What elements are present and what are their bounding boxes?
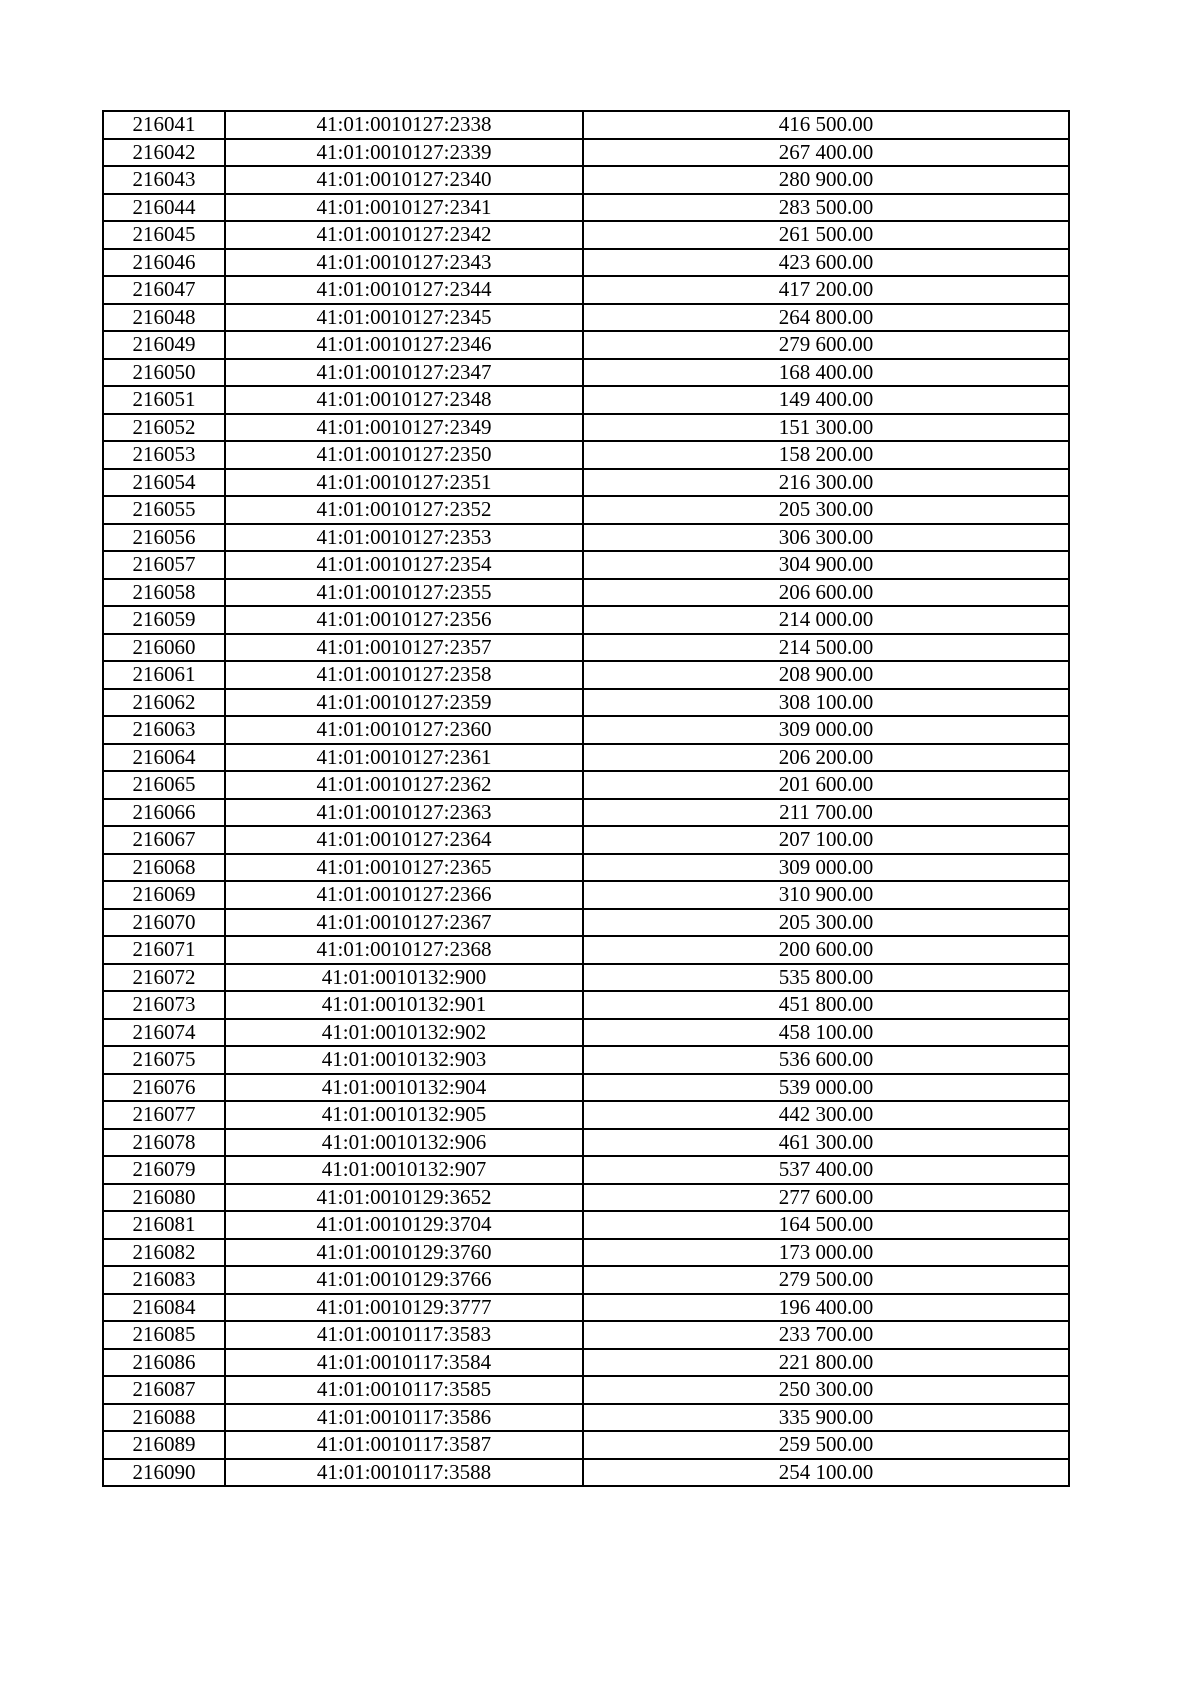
- cadastral-number-cell: 41:01:0010127:2359: [225, 689, 583, 717]
- table-row: [103, 194, 1069, 222]
- row-number-cell: 216086: [103, 1349, 225, 1377]
- table-row: [103, 881, 1069, 909]
- table-row: [103, 1156, 1069, 1184]
- cadastral-number-cell: 41:01:0010129:3760: [225, 1239, 583, 1267]
- cadastral-number-cell: 41:01:0010132:902: [225, 1019, 583, 1047]
- cadastral-value-cell: 280 900.00: [583, 166, 1069, 194]
- row-number-cell: 216056: [103, 524, 225, 552]
- table-row: [103, 1459, 1069, 1487]
- cadastral-number-cell: 41:01:0010129:3777: [225, 1294, 583, 1322]
- cadastral-value-cell: 207 100.00: [583, 826, 1069, 854]
- cadastral-number-cell: 41:01:0010127:2346: [225, 331, 583, 359]
- cadastral-value-cell: 267 400.00: [583, 139, 1069, 167]
- row-number-cell: 216080: [103, 1184, 225, 1212]
- row-number-cell: 216077: [103, 1101, 225, 1129]
- cadastral-value-cell: 211 700.00: [583, 799, 1069, 827]
- row-number-cell: 216063: [103, 716, 225, 744]
- table-row: [103, 1431, 1069, 1459]
- cadastral-value-cell: 309 000.00: [583, 854, 1069, 882]
- table-row: [103, 441, 1069, 469]
- cadastral-value-cell: 173 000.00: [583, 1239, 1069, 1267]
- row-number-cell: 216065: [103, 771, 225, 799]
- table-row: [103, 111, 1069, 139]
- cadastral-value-cell: 250 300.00: [583, 1376, 1069, 1404]
- row-number-cell: 216083: [103, 1266, 225, 1294]
- row-number-cell: 216081: [103, 1211, 225, 1239]
- cadastral-value-cell: 168 400.00: [583, 359, 1069, 387]
- table-row: [103, 359, 1069, 387]
- row-number-cell: 216044: [103, 194, 225, 222]
- cadastral-number-cell: 41:01:0010117:3587: [225, 1431, 583, 1459]
- cadastral-number-cell: 41:01:0010127:2338: [225, 111, 583, 139]
- row-number-cell: 216054: [103, 469, 225, 497]
- table-row: [103, 744, 1069, 772]
- cadastral-value-cell: 310 900.00: [583, 881, 1069, 909]
- cadastral-value-cell: 259 500.00: [583, 1431, 1069, 1459]
- cadastral-number-cell: 41:01:0010127:2358: [225, 661, 583, 689]
- cadastral-value-cell: 461 300.00: [583, 1129, 1069, 1157]
- table-row: [103, 771, 1069, 799]
- cadastral-number-cell: 41:01:0010127:2357: [225, 634, 583, 662]
- cadastral-number-cell: 41:01:0010127:2349: [225, 414, 583, 442]
- row-number-cell: 216046: [103, 249, 225, 277]
- cadastral-value-cell: 536 600.00: [583, 1046, 1069, 1074]
- table-row: [103, 1266, 1069, 1294]
- row-number-cell: 216071: [103, 936, 225, 964]
- cadastral-number-cell: 41:01:0010129:3652: [225, 1184, 583, 1212]
- table-row: [103, 1211, 1069, 1239]
- row-number-cell: 216045: [103, 221, 225, 249]
- cadastral-number-cell: 41:01:0010127:2363: [225, 799, 583, 827]
- cadastral-number-cell: 41:01:0010132:903: [225, 1046, 583, 1074]
- cadastral-number-cell: 41:01:0010127:2343: [225, 249, 583, 277]
- cadastral-number-cell: 41:01:0010127:2348: [225, 386, 583, 414]
- row-number-cell: 216052: [103, 414, 225, 442]
- cadastral-number-cell: 41:01:0010127:2342: [225, 221, 583, 249]
- cadastral-value-cell: 216 300.00: [583, 469, 1069, 497]
- cadastral-value-cell: 423 600.00: [583, 249, 1069, 277]
- cadastral-value-cell: 151 300.00: [583, 414, 1069, 442]
- table-row: [103, 1294, 1069, 1322]
- cadastral-value-cell: 277 600.00: [583, 1184, 1069, 1212]
- table-row: [103, 689, 1069, 717]
- table-row: [103, 1376, 1069, 1404]
- cadastral-number-cell: 41:01:0010127:2347: [225, 359, 583, 387]
- row-number-cell: 216085: [103, 1321, 225, 1349]
- row-number-cell: 216084: [103, 1294, 225, 1322]
- table-row: [103, 1184, 1069, 1212]
- cadastral-number-cell: 41:01:0010127:2366: [225, 881, 583, 909]
- row-number-cell: 216070: [103, 909, 225, 937]
- cadastral-number-cell: 41:01:0010132:904: [225, 1074, 583, 1102]
- row-number-cell: 216043: [103, 166, 225, 194]
- cadastral-value-cell: 261 500.00: [583, 221, 1069, 249]
- row-number-cell: 216064: [103, 744, 225, 772]
- row-number-cell: 216075: [103, 1046, 225, 1074]
- row-number-cell: 216048: [103, 304, 225, 332]
- table-row: [103, 166, 1069, 194]
- table-row: [103, 1101, 1069, 1129]
- row-number-cell: 216053: [103, 441, 225, 469]
- cadastral-number-cell: 41:01:0010127:2362: [225, 771, 583, 799]
- cadastral-number-cell: 41:01:0010132:906: [225, 1129, 583, 1157]
- table-row: [103, 139, 1069, 167]
- cadastral-value-cell: 205 300.00: [583, 496, 1069, 524]
- table-row: [103, 854, 1069, 882]
- table-row: [103, 606, 1069, 634]
- cadastral-value-cell: 335 900.00: [583, 1404, 1069, 1432]
- row-number-cell: 216058: [103, 579, 225, 607]
- table-row: [103, 909, 1069, 937]
- row-number-cell: 216041: [103, 111, 225, 139]
- row-number-cell: 216050: [103, 359, 225, 387]
- table-row: [103, 496, 1069, 524]
- cadastral-value-cell: 458 100.00: [583, 1019, 1069, 1047]
- row-number-cell: 216078: [103, 1129, 225, 1157]
- cadastral-number-cell: 41:01:0010129:3704: [225, 1211, 583, 1239]
- cadastral-value-cell: 214 500.00: [583, 634, 1069, 662]
- row-number-cell: 216072: [103, 964, 225, 992]
- row-number-cell: 216087: [103, 1376, 225, 1404]
- cadastral-value-cell: 451 800.00: [583, 991, 1069, 1019]
- row-number-cell: 216066: [103, 799, 225, 827]
- cadastral-value-cell: 279 600.00: [583, 331, 1069, 359]
- cadastral-number-cell: 41:01:0010132:901: [225, 991, 583, 1019]
- cadastral-value-cell: 417 200.00: [583, 276, 1069, 304]
- cadastral-number-cell: 41:01:0010127:2339: [225, 139, 583, 167]
- table-row: [103, 1129, 1069, 1157]
- cadastral-number-cell: 41:01:0010127:2344: [225, 276, 583, 304]
- cadastral-number-cell: 41:01:0010127:2341: [225, 194, 583, 222]
- cadastral-number-cell: 41:01:0010127:2360: [225, 716, 583, 744]
- table-row: [103, 634, 1069, 662]
- cadastral-value-cell: 158 200.00: [583, 441, 1069, 469]
- cadastral-number-cell: 41:01:0010127:2367: [225, 909, 583, 937]
- row-number-cell: 216042: [103, 139, 225, 167]
- cadastral-value-cell: 164 500.00: [583, 1211, 1069, 1239]
- cadastral-value-cell: 208 900.00: [583, 661, 1069, 689]
- cadastral-number-cell: 41:01:0010127:2356: [225, 606, 583, 634]
- table-row: [103, 414, 1069, 442]
- cadastral-value-cell: 221 800.00: [583, 1349, 1069, 1377]
- cadastral-value-cell: 309 000.00: [583, 716, 1069, 744]
- cadastral-number-cell: 41:01:0010127:2354: [225, 551, 583, 579]
- table-row: [103, 964, 1069, 992]
- row-number-cell: 216069: [103, 881, 225, 909]
- row-number-cell: 216079: [103, 1156, 225, 1184]
- table-row: [103, 276, 1069, 304]
- row-number-cell: 216068: [103, 854, 225, 882]
- table-row: [103, 826, 1069, 854]
- table-row: [103, 1349, 1069, 1377]
- table-row: [103, 386, 1069, 414]
- cadastral-number-cell: 41:01:0010129:3766: [225, 1266, 583, 1294]
- row-number-cell: 216082: [103, 1239, 225, 1267]
- table-row: [103, 936, 1069, 964]
- row-number-cell: 216089: [103, 1431, 225, 1459]
- cadastral-number-cell: 41:01:0010127:2364: [225, 826, 583, 854]
- table-row: [103, 1321, 1069, 1349]
- cadastral-value-cell: 196 400.00: [583, 1294, 1069, 1322]
- cadastral-number-cell: 41:01:0010132:905: [225, 1101, 583, 1129]
- cadastral-number-cell: 41:01:0010127:2350: [225, 441, 583, 469]
- cadastral-number-cell: 41:01:0010117:3584: [225, 1349, 583, 1377]
- cadastral-value-cell: 442 300.00: [583, 1101, 1069, 1129]
- row-number-cell: 216074: [103, 1019, 225, 1047]
- table-row: [103, 304, 1069, 332]
- cadastral-number-cell: 41:01:0010132:907: [225, 1156, 583, 1184]
- table-row: [103, 1019, 1069, 1047]
- row-number-cell: 216049: [103, 331, 225, 359]
- cadastral-number-cell: 41:01:0010127:2351: [225, 469, 583, 497]
- cadastral-number-cell: 41:01:0010127:2355: [225, 579, 583, 607]
- cadastral-value-cell: 308 100.00: [583, 689, 1069, 717]
- row-number-cell: 216073: [103, 991, 225, 1019]
- row-number-cell: 216055: [103, 496, 225, 524]
- table-row: [103, 221, 1069, 249]
- cadastral-value-cell: 279 500.00: [583, 1266, 1069, 1294]
- row-number-cell: 216060: [103, 634, 225, 662]
- cadastral-number-cell: 41:01:0010117:3583: [225, 1321, 583, 1349]
- cadastral-number-cell: 41:01:0010127:2365: [225, 854, 583, 882]
- cadastral-number-cell: 41:01:0010127:2368: [225, 936, 583, 964]
- cadastral-value-cell: 306 300.00: [583, 524, 1069, 552]
- table-row: [103, 991, 1069, 1019]
- cadastral-value-cell: 233 700.00: [583, 1321, 1069, 1349]
- table-row: [103, 249, 1069, 277]
- table-row: [103, 799, 1069, 827]
- cadastral-value-cell: 283 500.00: [583, 194, 1069, 222]
- cadastral-value-cell: 200 600.00: [583, 936, 1069, 964]
- row-number-cell: 216067: [103, 826, 225, 854]
- row-number-cell: 216088: [103, 1404, 225, 1432]
- row-number-cell: 216059: [103, 606, 225, 634]
- row-number-cell: 216061: [103, 661, 225, 689]
- cadastral-value-table: [102, 110, 1070, 1487]
- cadastral-value-cell: 206 200.00: [583, 744, 1069, 772]
- cadastral-number-cell: 41:01:0010127:2345: [225, 304, 583, 332]
- cadastral-value-cell: 205 300.00: [583, 909, 1069, 937]
- row-number-cell: 216051: [103, 386, 225, 414]
- table-row: [103, 1046, 1069, 1074]
- table-row: [103, 1239, 1069, 1267]
- cadastral-value-cell: 535 800.00: [583, 964, 1069, 992]
- cadastral-number-cell: 41:01:0010127:2353: [225, 524, 583, 552]
- row-number-cell: 216076: [103, 1074, 225, 1102]
- row-number-cell: 216047: [103, 276, 225, 304]
- cadastral-number-cell: 41:01:0010127:2361: [225, 744, 583, 772]
- cadastral-value-cell: 206 600.00: [583, 579, 1069, 607]
- cadastral-number-cell: 41:01:0010117:3586: [225, 1404, 583, 1432]
- row-number-cell: 216090: [103, 1459, 225, 1487]
- cadastral-value-cell: 416 500.00: [583, 111, 1069, 139]
- cadastral-value-cell: 149 400.00: [583, 386, 1069, 414]
- cadastral-value-cell: 264 800.00: [583, 304, 1069, 332]
- table-row: [103, 661, 1069, 689]
- table-row: [103, 1404, 1069, 1432]
- cadastral-value-cell: 304 900.00: [583, 551, 1069, 579]
- cadastral-value-cell: 537 400.00: [583, 1156, 1069, 1184]
- table-row: [103, 716, 1069, 744]
- cadastral-value-cell: 214 000.00: [583, 606, 1069, 634]
- cadastral-number-cell: 41:01:0010117:3585: [225, 1376, 583, 1404]
- table-row: [103, 551, 1069, 579]
- table-row: [103, 1074, 1069, 1102]
- row-number-cell: 216062: [103, 689, 225, 717]
- cadastral-value-cell: 539 000.00: [583, 1074, 1069, 1102]
- row-number-cell: 216057: [103, 551, 225, 579]
- table-row: [103, 579, 1069, 607]
- cadastral-number-cell: 41:01:0010117:3588: [225, 1459, 583, 1487]
- cadastral-number-cell: 41:01:0010127:2352: [225, 496, 583, 524]
- table-row: [103, 469, 1069, 497]
- cadastral-value-cell: 254 100.00: [583, 1459, 1069, 1487]
- table-body: [103, 111, 1069, 1486]
- cadastral-value-cell: 201 600.00: [583, 771, 1069, 799]
- cadastral-number-cell: 41:01:0010127:2340: [225, 166, 583, 194]
- cadastral-number-cell: 41:01:0010132:900: [225, 964, 583, 992]
- table-row: [103, 331, 1069, 359]
- table-row: [103, 524, 1069, 552]
